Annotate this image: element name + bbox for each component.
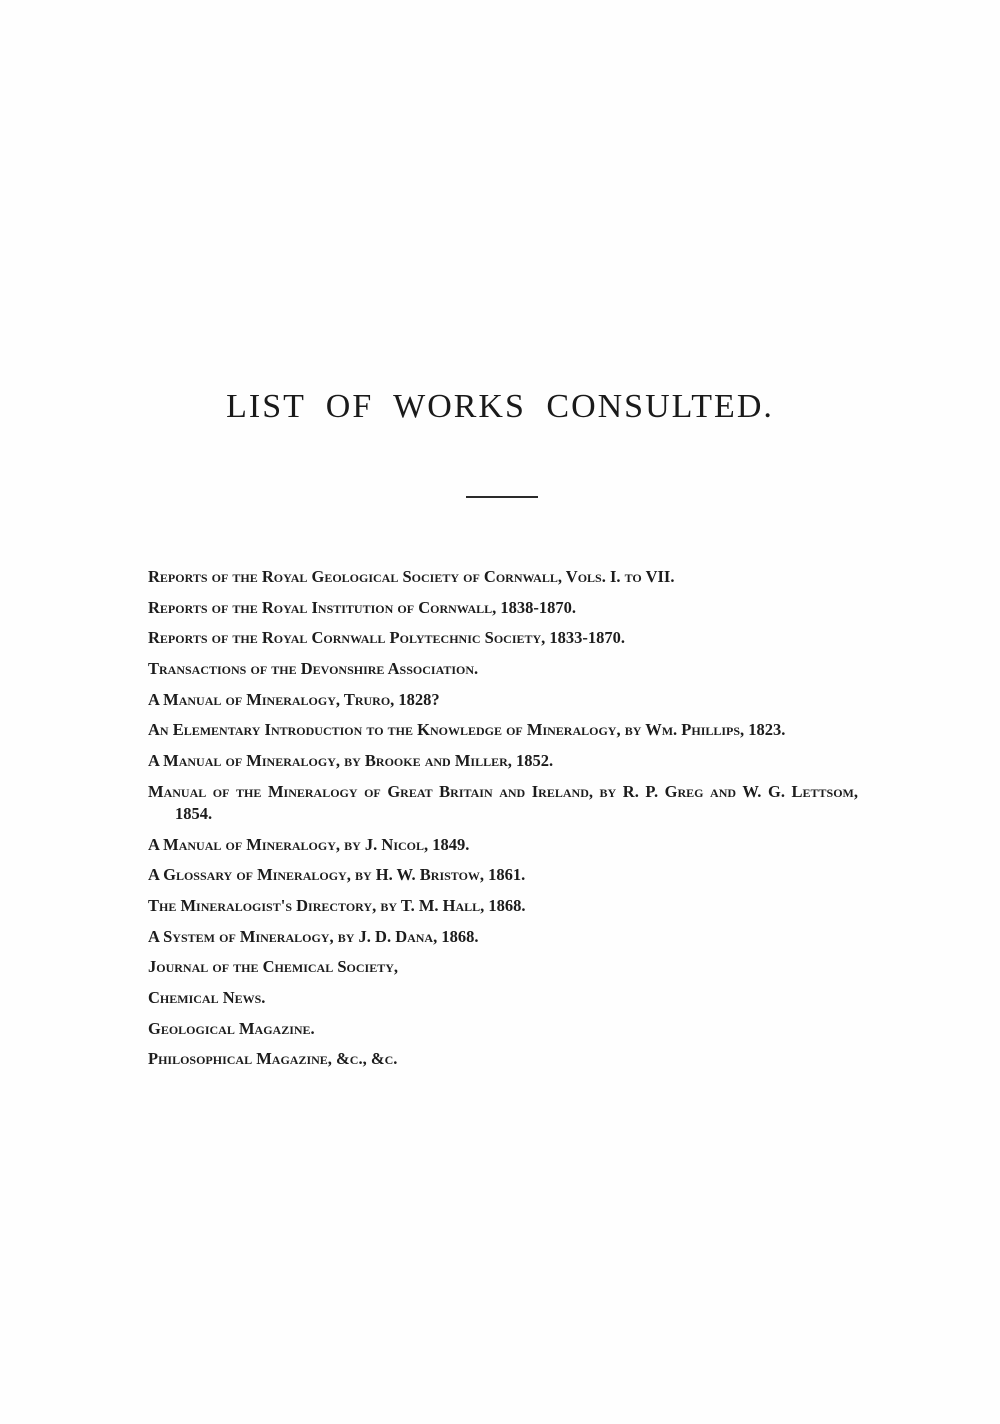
work-item: Manual of the Mineralogy of Great Britain and Ireland, by R. P. Greg and W. G. Lettsom, 1854.: [148, 781, 858, 823]
work-item: Geological Magazine.: [148, 1018, 315, 1038]
work-item: Philosophical Magazine, &c., &c.: [148, 1049, 398, 1069]
work-item: Reports of the Royal Institution of Cornwall, 1838-1870.: [148, 597, 576, 617]
page-title: LIST OF WORKS CONSULTED.: [226, 388, 774, 425]
work-item: An Elementary Introduction to the Knowledge of Mineralogy, by Wm. Phillips, 1823.: [148, 720, 786, 740]
title-divider-rule: [466, 496, 538, 498]
work-item: A System of Mineralogy, by J. D. Dana, 1868.: [148, 926, 479, 946]
work-item: Journal of the Chemical Society,: [148, 957, 398, 977]
work-item: Reports of the Royal Cornwall Polytechnic Society, 1833-1870.: [148, 628, 626, 648]
work-item: A Manual of Mineralogy, by J. Nicol, 1849.: [148, 834, 470, 854]
works-list: [148, 566, 858, 1079]
work-item: Chemical News.: [148, 987, 266, 1007]
work-item: A Manual of Mineralogy, Truro, 1828?: [148, 689, 440, 709]
work-item: A Glossary of Mineralogy, by H. W. Bristow, 1861.: [148, 865, 526, 885]
work-item: The Mineralogist's Directory, by T. M. Hall, 1868.: [148, 895, 526, 915]
work-item: Transactions of the Devonshire Association.: [148, 659, 479, 679]
work-item: Reports of the Royal Geological Society of Cornwall, Vols. I. to VII.: [148, 567, 675, 586]
work-item: A Manual of Mineralogy, by Brooke and Miller, 1852.: [148, 751, 554, 771]
